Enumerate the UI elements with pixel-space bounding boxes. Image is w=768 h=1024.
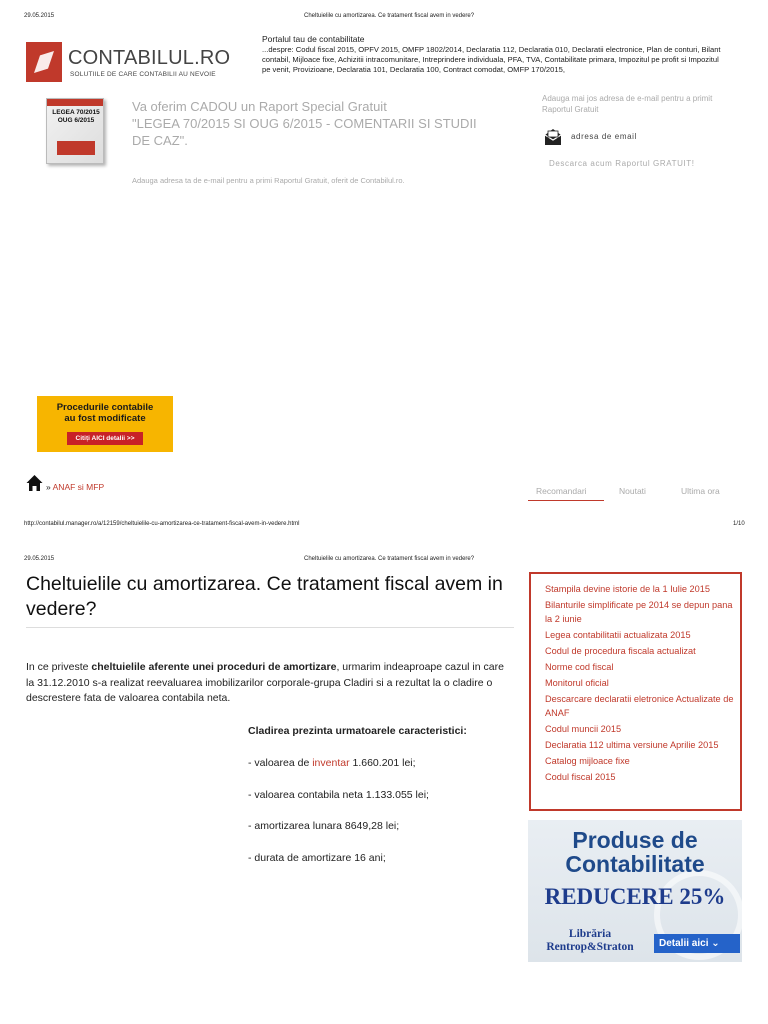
book-title: LEGEA 70/2015 OUG 6/2015 <box>52 109 100 124</box>
ad-discount: REDUCERE 25% <box>544 884 726 909</box>
home-icon[interactable] <box>26 474 43 492</box>
intro-suffix: , urmarim indeaproape cazul in care la 31.12.2010 s-a realizat reevaluarea imobilizarilor corporale-grupa Cladiri si a rezultat la o cladire o descrestere fata de valoarea contabila neta. <box>26 661 504 704</box>
email-input[interactable]: adresa de email <box>571 132 637 141</box>
breadcrumb-separator: » <box>46 482 51 492</box>
reco-link[interactable]: Codul muncii 2015 <box>545 724 622 734</box>
characteristics-title: Cladirea prezinta urmatoarele caracteristici: <box>248 725 467 737</box>
ad-store-line2: Rentrop&Straton <box>546 941 634 953</box>
tab-recomandari[interactable]: Recomandari <box>536 486 587 496</box>
reco-link[interactable]: Legea contabilitatii actualizata 2015 <box>545 630 691 640</box>
reco-link[interactable]: Descarcare declaratii eletronice Actualizate de ANAF <box>545 694 734 718</box>
logo-tagline: SOLUTIILE DE CARE CONTABILII AU NEVOIE <box>70 71 216 78</box>
reco-link[interactable]: Codul de procedura fiscala actualizat <box>545 646 696 656</box>
reco-link[interactable]: Codul fiscal 2015 <box>545 772 616 782</box>
ad-details-label: Detalii aici <box>659 938 709 949</box>
banner-line1: Procedurile contabile <box>56 402 154 413</box>
article-intro <box>26 660 508 707</box>
intro-bold: cheltuielile aferente unei proceduri de amortizare <box>91 661 337 673</box>
recommended-links-box <box>529 572 742 811</box>
tab-noutati[interactable]: Noutati <box>619 486 646 496</box>
download-report-button[interactable]: Descarca acum Raportul GRATUIT! <box>549 159 695 168</box>
footer-page-number: 1/10 <box>733 521 745 527</box>
offer-subheading: "LEGEA 70/2015 SI OUG 6/2015 - COMENTARII SI STUDII DE CAZ". <box>132 116 477 148</box>
footer-url: http://contabilul.manager.ro/a/12159/cheltuielile-cu-amortizarea-ce-tratament-fiscal-avem-in-vedere.html <box>24 521 300 527</box>
reco-link[interactable]: Monitorul oficial <box>545 678 609 688</box>
offer-note: Adauga adresa ta de e-mail pentru a primi Raportul Gratuit, oferit de Contabilul.ro. <box>132 176 405 185</box>
chevron-down-icon: ⌄ <box>711 938 720 949</box>
print-date: 29.05.2015 <box>24 13 55 19</box>
char-item-inventory <box>248 757 416 769</box>
products-ad[interactable] <box>528 820 742 962</box>
reco-link[interactable]: Bilanturile simplificate pe 2014 se depun pana la 2 iunie <box>545 600 733 624</box>
banner-details-button[interactable]: Citiți AICI detalii >> <box>67 432 143 445</box>
char-item-suffix: 1.660.201 lei; <box>349 757 416 769</box>
offer-text <box>132 98 492 149</box>
ad-line2: Contabilitate <box>565 851 705 877</box>
title-divider <box>26 627 514 628</box>
breadcrumb <box>46 482 104 492</box>
print-title: Cheltuielile cu amortizarea. Ce tratament fiscal avem in vedere? <box>304 13 475 19</box>
portal-title: Portalul tau de contabilitate <box>262 34 365 44</box>
breadcrumb-link[interactable]: ANAF si MFP <box>52 482 105 492</box>
reco-link[interactable]: Catalog mijloace fixe <box>545 756 630 766</box>
logo-name[interactable]: CONTABILUL.RO <box>68 47 231 69</box>
reco-link[interactable]: Declaratia 112 ultima versiune Aprilie 2015 <box>545 740 719 750</box>
print-date-2: 29.05.2015 <box>24 556 55 562</box>
intro-prefix: In ce priveste <box>26 661 92 673</box>
inventory-link[interactable]: inventar <box>312 757 350 769</box>
banner-line2: au fost modificate <box>64 413 146 424</box>
active-tab-indicator <box>528 500 604 501</box>
char-item-prefix: - valoarea de <box>248 757 313 769</box>
ad-details-button[interactable] <box>654 934 740 953</box>
ad-store <box>534 928 646 954</box>
reco-link[interactable]: Norme cod fiscal <box>545 662 614 672</box>
envelope-icon <box>544 128 562 146</box>
email-note: Adauga mai jos adresa de e-mail pentru a primit Raportul Gratuit <box>542 94 713 114</box>
char-item-net-value: - valoarea contabila neta 1.133.055 lei; <box>248 789 429 801</box>
ad-store-line1: Librăria <box>568 928 612 940</box>
tab-ultima-ora[interactable]: Ultima ora <box>681 486 720 496</box>
ad-line1: Produse de <box>572 827 698 853</box>
article-title: Cheltuielile cu amortizarea. Ce tratament fiscal avem in vedere? <box>26 573 503 620</box>
offer-heading: Va oferim CADOU un Raport Special Gratuit <box>132 99 387 114</box>
logo-icon[interactable] <box>26 42 62 82</box>
procedures-banner[interactable] <box>37 396 173 452</box>
report-book-image <box>46 98 104 164</box>
char-item-monthly-amortization: - amortizarea lunara 8649,28 lei; <box>248 820 400 832</box>
portal-description: ...despre: Codul fiscal 2015, OPFV 2015, OMFP 1802/2014, Declaratia 112, Declaratia 010, Declaratii electronice, Plan de conturi, Bilant contabil, Mijloace fixe, Achizitii intracomunitare, Intreprindere individuala, PFA, TVA, Contabilitate primara, Impozitul pe profit si Impozitul pe venit, Provizioane, Declaratia 101, Declaratia 100, Contract comodat, OMFP 170/2015, <box>262 45 721 74</box>
reco-link[interactable]: Stampila devine istorie de la 1 Iulie 2015 <box>545 584 710 594</box>
print-title-2: Cheltuielile cu amortizarea. Ce tratament fiscal avem in vedere? <box>304 556 475 562</box>
char-item-duration: - durata de amortizare 16 ani; <box>248 852 386 864</box>
